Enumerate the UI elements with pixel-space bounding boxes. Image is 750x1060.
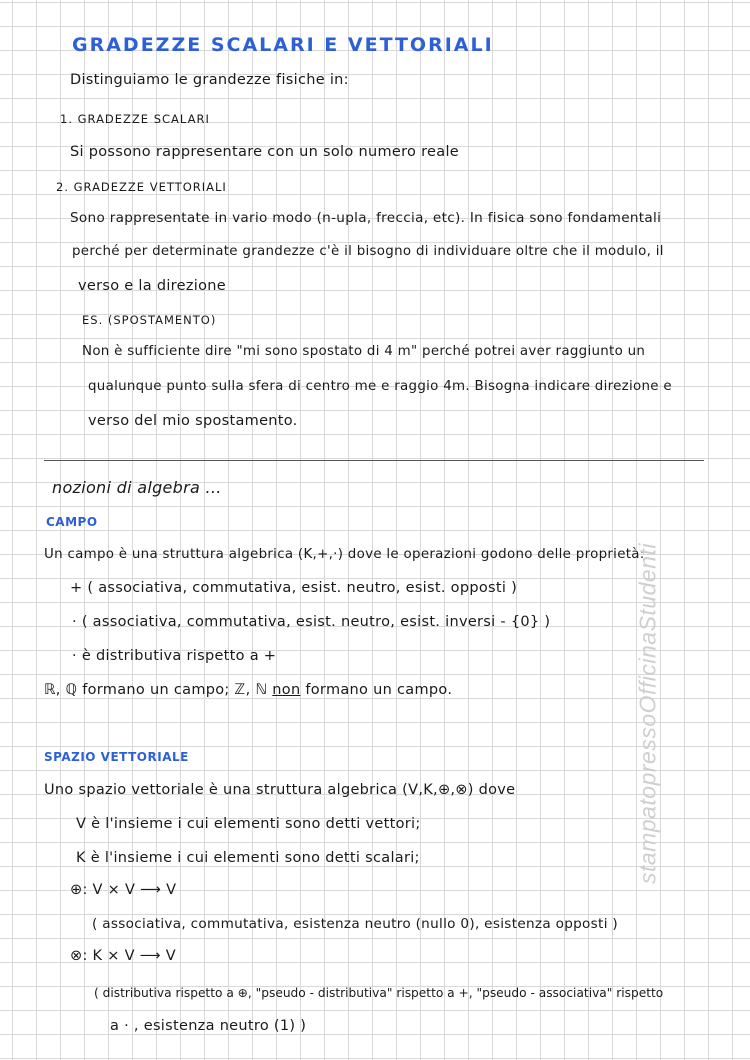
page-title: GRADEZZE SCALARI E VETTORIALI [72, 34, 494, 56]
spazio-line8: a · , esistenza neutro (1) ) [110, 1018, 307, 1034]
spazio-line6: ⊗: K × V ⟶ V [70, 948, 176, 964]
campo-line-non: non [272, 682, 301, 698]
campo-bullet1: + ( associativa, commutativa, esist. neutro, esist. opposti ) [70, 580, 518, 596]
spazio-line3: K è l'insieme i cui elementi sono detti scalari; [76, 850, 420, 866]
item1-text: Si possono rappresentare con un solo numero reale [70, 144, 460, 160]
item2-heading: 2. GRADEZZE VETTORIALI [56, 180, 227, 194]
campo-line-pre: ℝ, ℚ formano un campo; ℤ, ℕ [44, 682, 268, 698]
intro-text: Distinguiamo le grandezze fisiche in: [70, 72, 349, 88]
spazio-heading: SPAZIO VETTORIALE [44, 750, 189, 764]
campo-bullet3: · è distributiva rispetto a + [72, 648, 277, 664]
section-divider [44, 460, 704, 461]
campo-line1: Un campo è una struttura algebrica (K,+,·) dove le operazioni godono delle proprietà: [44, 547, 645, 562]
spazio-line4: ⊕: V × V ⟶ V [70, 882, 177, 898]
campo-bullet2: · ( associativa, commutativa, esist. neutro, esist. inversi - {0} ) [72, 614, 551, 630]
campo-line-post: formano un campo. [305, 682, 453, 698]
campo-heading: CAMPO [46, 515, 98, 529]
algebra-title: nozioni di algebra ... [52, 478, 222, 497]
spazio-line1: Uno spazio vettoriale è una struttura algebrica (V,K,⊕,⊗) dove [44, 782, 516, 798]
spazio-line2: V è l'insieme i cui elementi sono detti vettori; [76, 816, 421, 832]
watermark: stampatopressoOfficinaStudenti [634, 543, 661, 885]
item1-heading: 1. GRADEZZE SCALARI [60, 112, 210, 126]
example-line3: verso del mio spostamento. [88, 413, 298, 429]
example-line1: Non è sufficiente dire "mi sono spostato di 4 m" perché potrei aver raggiunto un [82, 344, 646, 359]
item2-line2: perché per determinate grandezze c'è il bisogno di individuare oltre che il modulo, il [72, 244, 664, 259]
example-line2: qualunque punto sulla sfera di centro me e raggio 4m. Bisogna indicare direzione e [88, 379, 672, 394]
spazio-line7: ( distributiva rispetto a ⊕, "pseudo - distributiva" rispetto a +, "pseudo - associativa" rispetto [94, 986, 664, 1000]
campo-line-formano [44, 682, 452, 698]
item2-line1: Sono rappresentate in vario modo (n-upla, freccia, etc). In fisica sono fondamentali [70, 210, 662, 226]
item2-line3: verso e la direzione [78, 278, 226, 294]
example-label: ES. (SPOSTAMENTO) [82, 313, 217, 327]
spazio-line5: ( associativa, commutativa, esistenza neutro (nullo 0), esistenza opposti ) [92, 916, 618, 932]
